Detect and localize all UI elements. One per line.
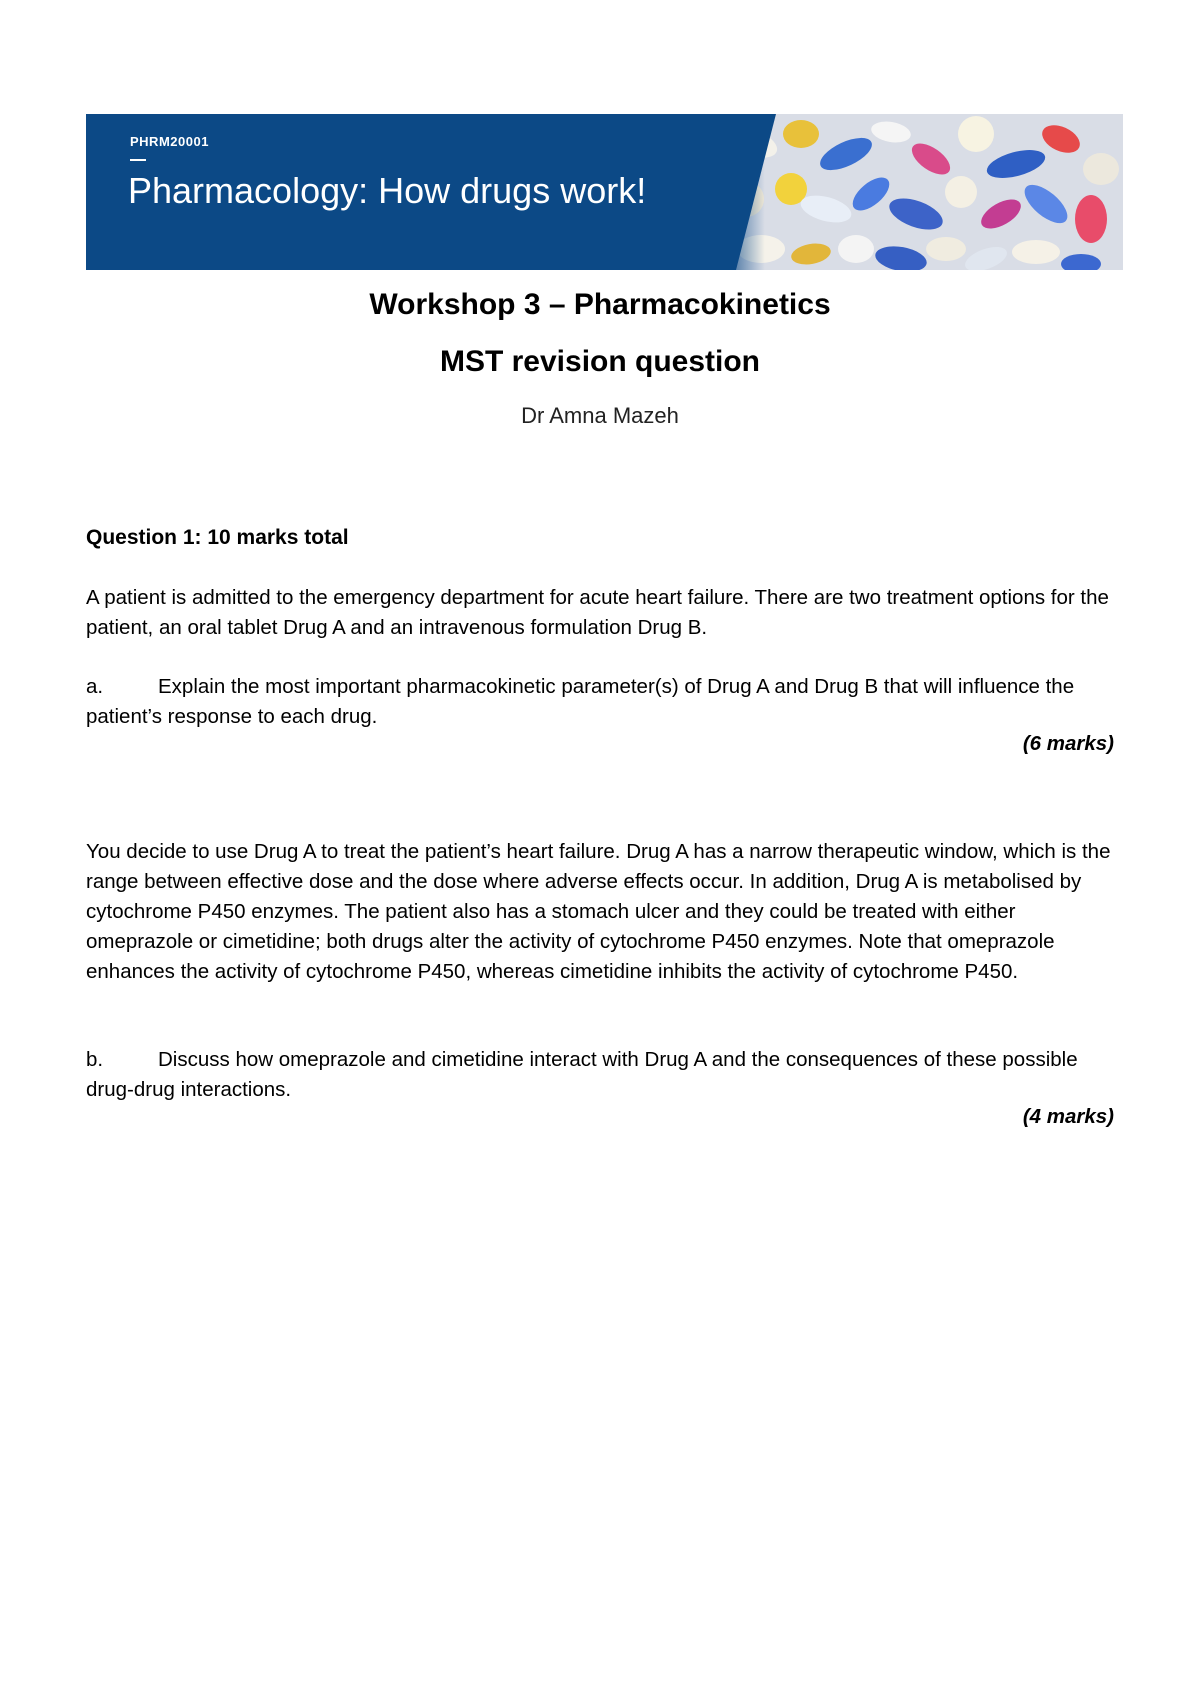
course-code: PHRM20001 xyxy=(130,134,209,149)
part-a xyxy=(86,672,1116,732)
workshop-title: Workshop 3 – Pharmacokinetics xyxy=(369,288,831,321)
part-a-label: a. xyxy=(86,675,104,698)
question-context: You decide to use Drug A to treat the patient’s heart failure. Drug A has a narrow therapeutic window, which is the range between effective dose and the dose where adverse effects occur. In addition, Drug A is metabolised by cytochrome P450 enzymes. The patient also has a stomach ulcer and they could be treated with either omeprazole or cimetidine; both drugs alter the activity of cytochrome P450 enzymes. Note that omeprazole enhances the activity of cytochrome P450, whereas cimetidine inhibits the activity of cytochrome P450. xyxy=(86,840,1111,983)
author-name: Dr Amna Mazeh xyxy=(521,403,679,428)
part-b xyxy=(86,1045,1116,1105)
pills-image xyxy=(716,114,1123,270)
course-title: Pharmacology: How drugs work! xyxy=(128,170,647,211)
question-intro: A patient is admitted to the emergency department for acute heart failure. There are two treatment options for the patient, an oral tablet Drug A and an intravenous formulation Drug B. xyxy=(86,586,1109,639)
part-a-text: Explain the most important pharmacokinetic parameter(s) of Drug A and Drug B that will influence the patient’s response to each drug. xyxy=(86,675,1075,728)
question-heading: Question 1: 10 marks total xyxy=(86,526,349,549)
part-b-marks: (4 marks) xyxy=(1022,1105,1114,1128)
part-a-marks: (6 marks) xyxy=(1022,732,1114,755)
part-b-text: Discuss how omeprazole and cimetidine interact with Drug A and the consequences of these possible drug-drug interactions. xyxy=(86,1048,1078,1101)
part-b-label: b. xyxy=(86,1048,104,1071)
banner-divider xyxy=(130,159,146,161)
revision-subtitle: MST revision question xyxy=(439,345,761,378)
course-banner xyxy=(86,114,1123,270)
